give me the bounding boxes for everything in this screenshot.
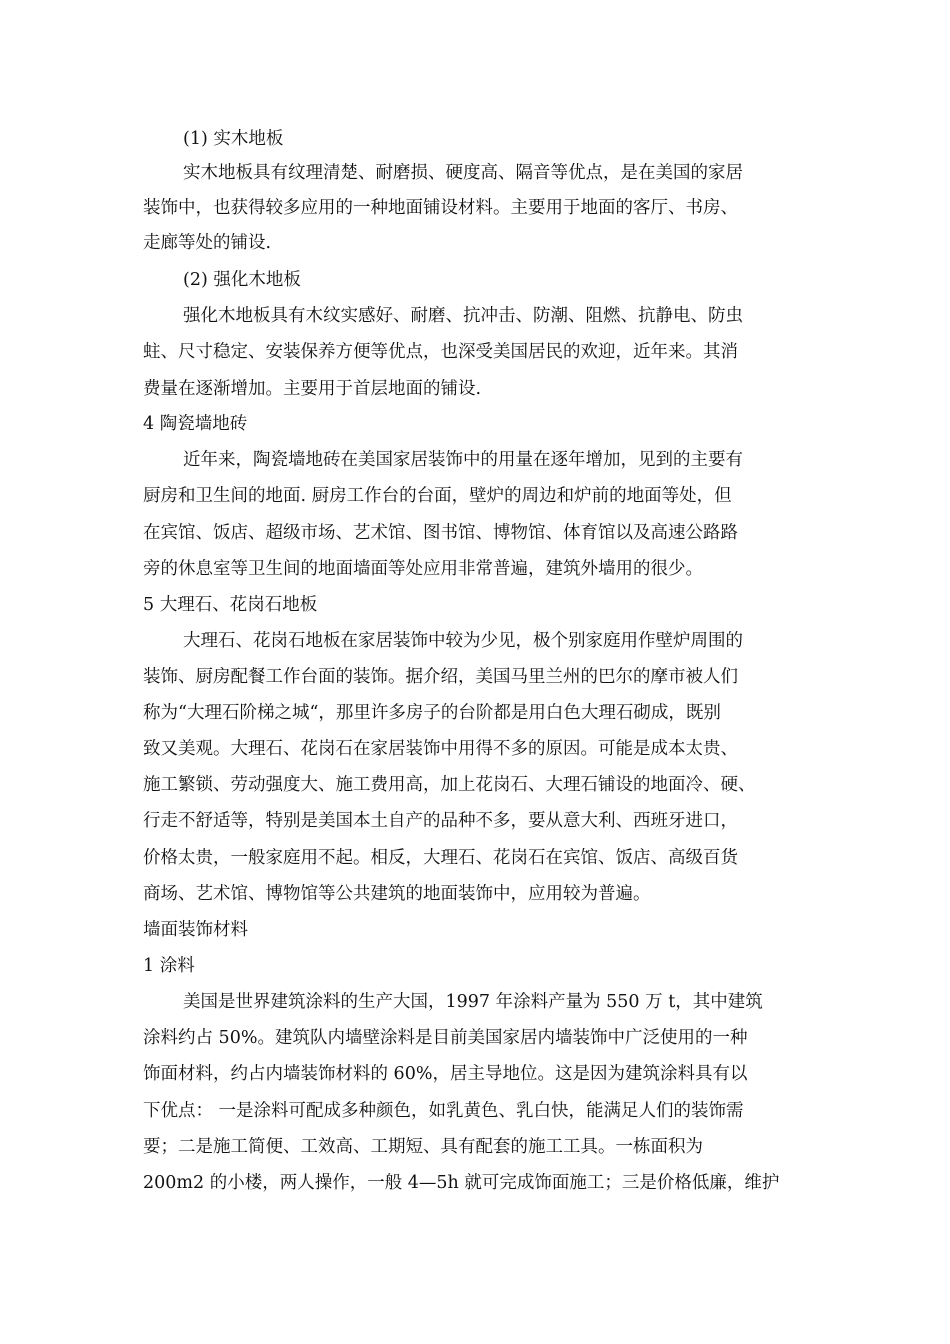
paragraph-line: 饰面材料，约占内墙装饰材料的 60%，居主导地位。这是因为建筑涂料具有以: [143, 1064, 748, 1084]
paragraph-line: 强化木地板具有木纹实感好、耐磨、抗冲击、防潮、阻燃、抗静电、防虫: [183, 306, 743, 326]
paragraph-line: 价格太贵，一般家庭用不起。相反，大理石、花岗石在宾馆、饭店、高级百货: [143, 848, 738, 868]
paragraph-line: 旁的休息室等卫生间的地面墙面等处应用非常普遍，建筑外墙用的很少。: [143, 559, 703, 579]
paragraph-line: 施工繁锁、劳动强度大、施工费用高，加上花岗石、大理石铺设的地面冷、硬、: [143, 775, 756, 795]
paragraph-line: 致又美观。大理石、花岗石在家居装饰中用得不多的原因。可能是成本太贵、: [143, 739, 738, 759]
paragraph-line: 涂料约占 50%。建筑队内墙壁涂料是目前美国家居内墙装饰中广泛使用的一种: [143, 1028, 748, 1048]
paragraph-line: 蛀、尺寸稳定、安装保养方便等优点，也深受美国居民的欢迎，近年来。其消: [143, 342, 738, 362]
subheading-laminate-floor: (2) 强化木地板: [183, 270, 301, 290]
paragraph-line: 厨房和卫生间的地面. 厨房工作台的台面，壁炉的周边和炉前的地面等处，但: [143, 486, 732, 506]
paragraph-line: 美国是世界建筑涂料的生产大国，1997 年涂料产量为 550 万 t，其中建筑: [183, 992, 763, 1012]
section-heading-wall-materials: 墙面装饰材料: [143, 920, 248, 940]
paragraph-line: 称为“大理石阶梯之城“，那里许多房子的台阶都是用白色大理石砌成，既别: [143, 703, 721, 723]
paragraph-line: 下优点： 一是涂料可配成多种颜色，如乳黄色、乳白快，能满足人们的装饰需: [143, 1101, 744, 1121]
section-heading-coatings: 1 涂料: [143, 956, 195, 976]
paragraph-line: 实木地板具有纹理清楚、耐磨损、硬度高、隔音等优点，是在美国的家居: [183, 163, 743, 183]
subheading-solid-wood-floor: (1) 实木地板: [183, 129, 284, 149]
section-heading-marble-granite: 5 大理石、花岗石地板: [143, 595, 318, 615]
paragraph-line: 200m2 的小楼，两人操作，一般 4—5h 就可完成饰面施工；三是价格低廉，维护: [143, 1173, 780, 1193]
paragraph-line: 行走不舒适等，特别是美国本土自产的品种不多，要从意大利、西班牙进口，: [143, 811, 738, 831]
paragraph-line: 大理石、花岗石地板在家居装饰中较为少见，极个别家庭用作壁炉周围的: [183, 631, 743, 651]
paragraph-line: 在宾馆、饭店、超级市场、艺术馆、图书馆、博物馆、体育馆以及高速公路路: [143, 523, 738, 543]
paragraph-line: 要；二是施工简便、工效高、工期短、具有配套的施工工具。一栋面积为: [143, 1137, 703, 1157]
paragraph-line: 近年来，陶瓷墙地砖在美国家居装饰中的用量在逐年增加，见到的主要有: [183, 450, 743, 470]
paragraph-line: 商场、艺术馆、博物馆等公共建筑的地面装饰中，应用较为普遍。: [143, 884, 651, 904]
paragraph-line: 走廊等处的铺设.: [143, 233, 272, 253]
paragraph-line: 费量在逐渐增加。主要用于首层地面的铺设.: [143, 379, 482, 399]
paragraph-line: 装饰、厨房配餐工作台面的装饰。据介绍，美国马里兰州的巴尔的摩市被人们: [143, 667, 738, 687]
section-heading-ceramic-tile: 4 陶瓷墙地砖: [143, 414, 248, 434]
paragraph-line: 装饰中，也获得较多应用的一种地面铺设材料。主要用于地面的客厅、书房、: [143, 198, 738, 218]
